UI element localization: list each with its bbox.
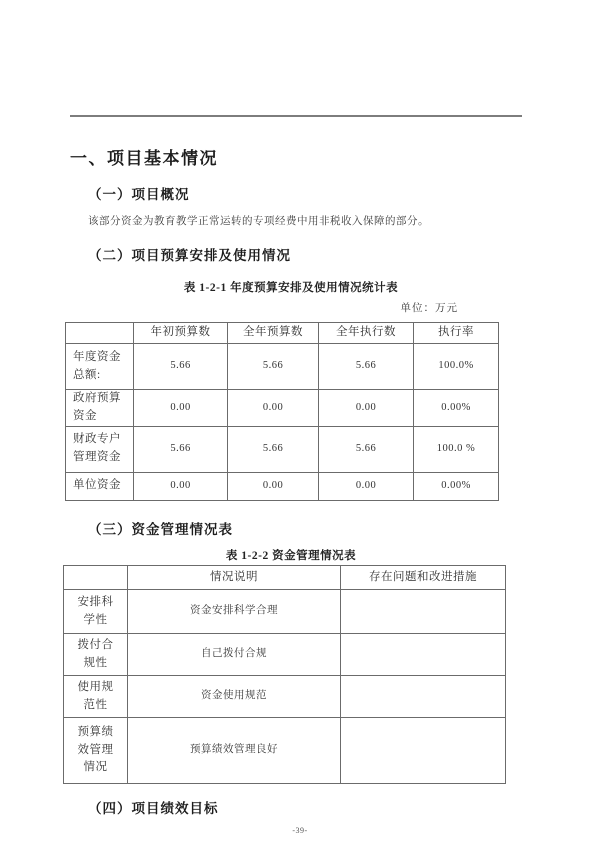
fund-table-header-row [64,566,506,590]
table-row [66,472,499,500]
row-label-government-budget-funds: 政府预算资金 [66,390,134,427]
row-label-usage-standards: 使用规范性 [64,676,128,718]
cell-value: 0.00 [319,390,414,427]
project-overview-paragraph: 该部分资金为教育教学正常运转的专项经费中用非税收入保障的部分。 [88,216,429,227]
cell-description: 自己拨付合规 [128,634,341,676]
table-row [66,426,499,472]
table-row [64,676,506,718]
heading-project-overview: （一）项目概况 [88,187,190,202]
budget-table-header-execution-rate: 执行率 [414,323,499,344]
cell-value: 0.00% [414,390,499,427]
cell-value: 0.00 [319,472,414,500]
row-label-payment-compliance: 拨付合规性 [64,634,128,676]
budget-table-header-annual-budget: 全年预算数 [228,323,319,344]
cell-value: 5.66 [228,344,319,390]
cell-issues [341,634,506,676]
row-label-performance-management: 预算绩效管理情况 [64,718,128,784]
cell-value: 0.00 [228,472,319,500]
table-row [66,344,499,390]
cell-value: 0.00 [134,472,228,500]
page-number: -39- [292,826,308,835]
cell-description: 资金使用规范 [128,676,341,718]
budget-table-header-initial: 年初预算数 [134,323,228,344]
fund-table-corner-cell [64,566,128,590]
cell-issues [341,718,506,784]
header-divider-rule [70,115,522,117]
unit-label: 单位：万元 [400,303,458,314]
budget-statistics-table [65,322,499,501]
cell-value: 5.66 [319,426,414,472]
budget-table-corner-cell [66,323,134,344]
table-row [64,590,506,634]
cell-description: 预算绩效管理良好 [128,718,341,784]
fund-management-table-caption: 表 1-2-2 资金管理情况表 [225,550,357,562]
budget-table-header-annual-execution: 全年执行数 [319,323,414,344]
cell-issues [341,676,506,718]
row-label-unit-funds: 单位资金 [66,472,134,500]
cell-value: 0.00% [414,472,499,500]
budget-table-caption: 表 1-2-1 年度预算安排及使用情况统计表 [183,282,399,294]
cell-issues [341,590,506,634]
row-label-scientific-arrangement: 安排科学性 [64,590,128,634]
heading-project-basic-info: 一、项目基本情况 [70,149,218,168]
cell-value: 0.00 [228,390,319,427]
heading-budget-arrangement: （二）项目预算安排及使用情况 [88,248,291,263]
cell-value: 5.66 [319,344,414,390]
fund-table-header-description: 情况说明 [128,566,341,590]
cell-value: 100.0 % [414,426,499,472]
heading-fund-management: （三）资金管理情况表 [88,522,233,537]
cell-value: 5.66 [228,426,319,472]
fund-management-table [63,565,506,784]
cell-value: 0.00 [134,390,228,427]
cell-value: 5.66 [134,426,228,472]
table-row [64,634,506,676]
heading-performance-goals: （四）项目绩效目标 [88,801,219,816]
budget-table-header-row [66,323,499,344]
cell-value: 5.66 [134,344,228,390]
cell-description: 资金安排科学合理 [128,590,341,634]
table-row [66,390,499,427]
row-label-annual-total: 年度资金总额: [66,344,134,390]
row-label-fiscal-account-funds: 财政专户管理资金 [66,426,134,472]
cell-value: 100.0% [414,344,499,390]
fund-table-header-issues: 存在问题和改进措施 [341,566,506,590]
table-row [64,718,506,784]
